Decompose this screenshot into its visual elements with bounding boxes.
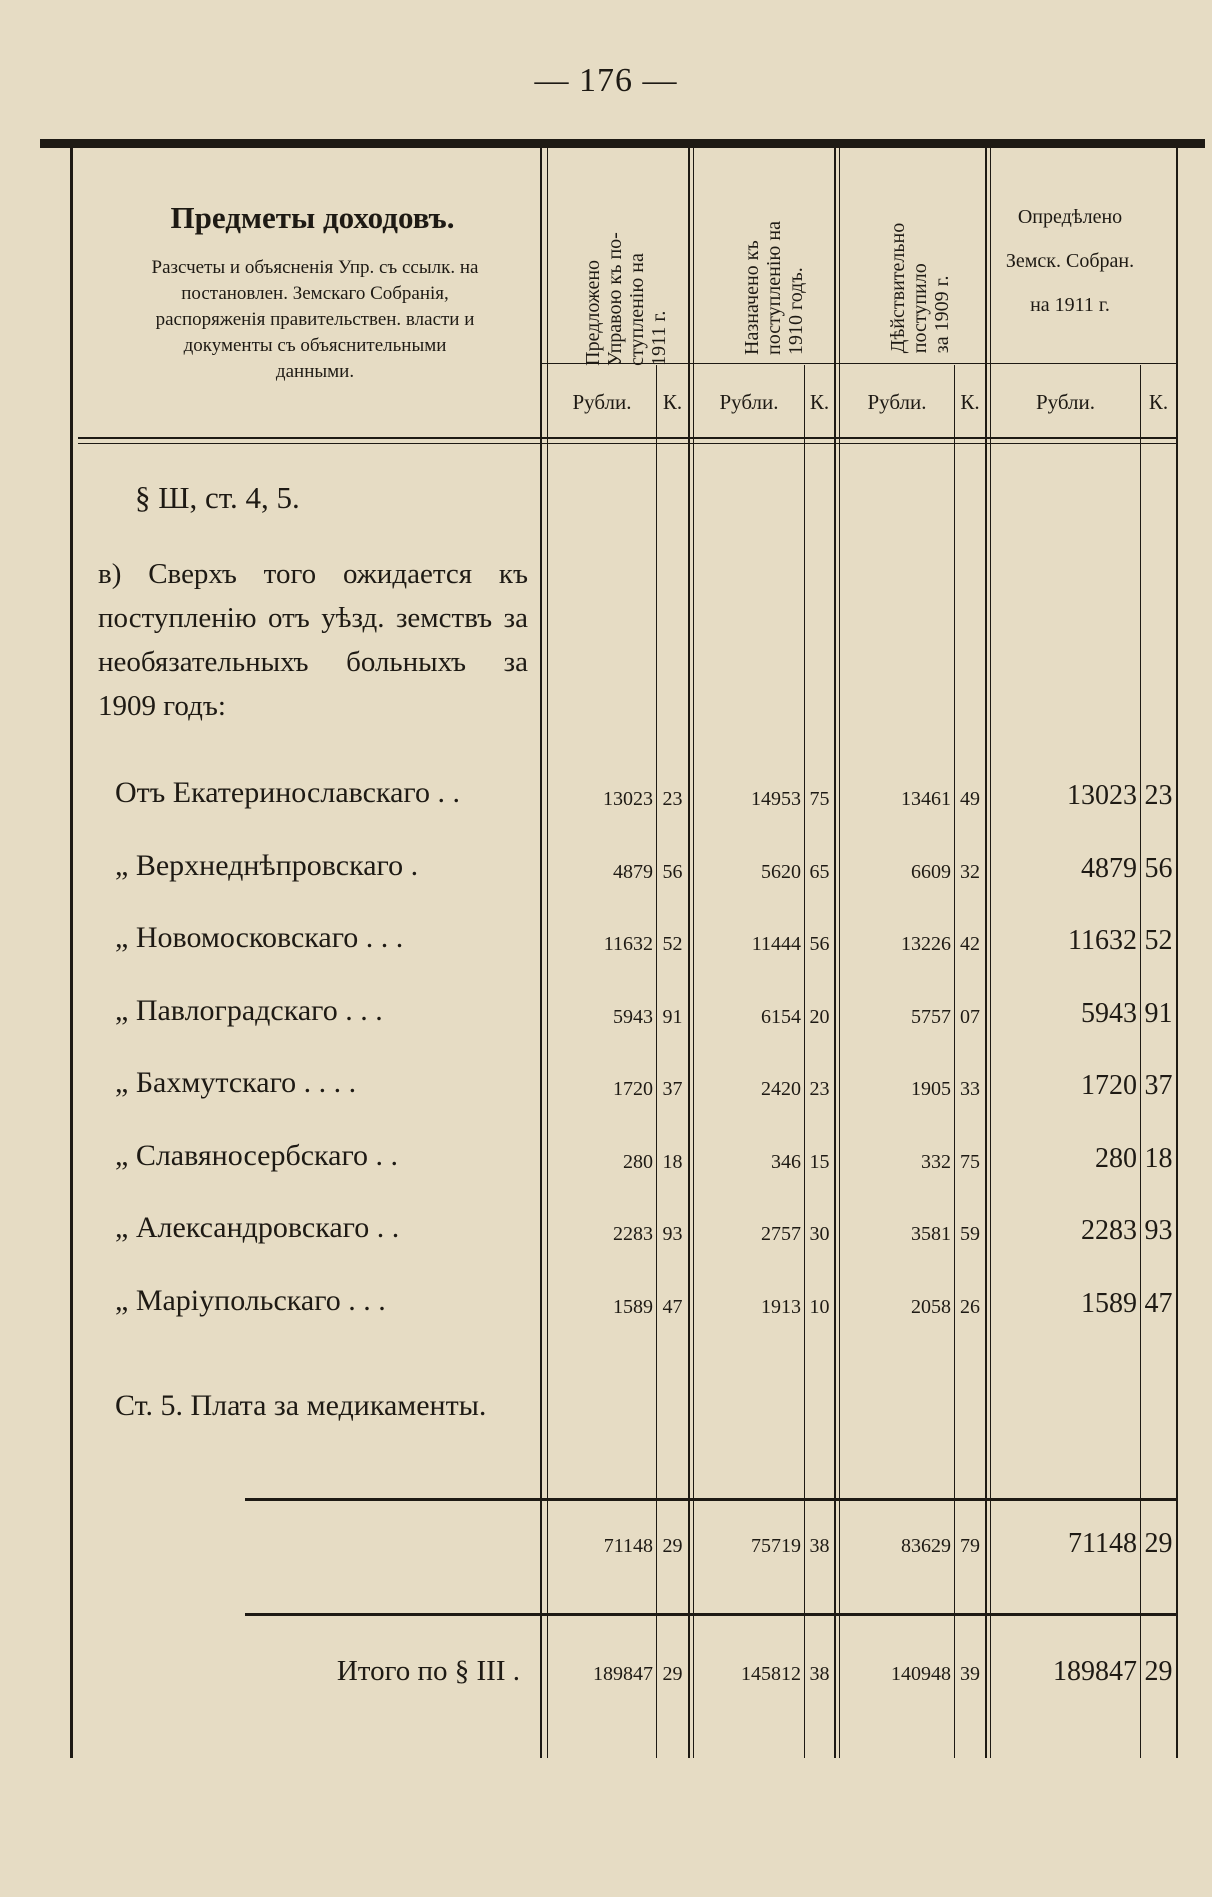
row-value-c1k: 93 [662,1223,683,1245]
grand-total-label: Итого по § III . [336,1655,520,1687]
row-value-c2r: 14953 [751,788,801,810]
row-label: „ Бахмутскаго . . . . [115,1066,357,1099]
col1-unit-rub: Рубли. [572,390,632,414]
col1-header-line: ступленію на [626,253,648,366]
rule-col3-left [834,148,836,1758]
col2-header-line: поступленію на [763,221,785,355]
row-value-c2k: 65 [809,861,830,883]
row-value-c1r: 11632 [603,933,653,955]
header-subtitle: Разсчеты и объясненія Упр. съ ссылк. на постановлен. Земскаго Собранія, распоряженія правительствен. власти и документы съ объяснительными данными. [151,257,479,382]
subtotal-col4-rub: 71148 [1068,1528,1137,1559]
total-col2-rub: 145812 [741,1663,801,1685]
rule-col1-left [540,148,542,1758]
row-value-c2r: 2420 [761,1078,801,1100]
article-5-label: Ст. 5. Плата за медикаменты. [115,1389,487,1422]
row-value-c3k: 32 [960,861,980,883]
rule-col4-left [985,148,987,1758]
subtotal-col3-rub: 83629 [901,1535,951,1557]
row-value-c4r: 2283 [1081,1215,1137,1246]
col3-header-line: поступило [908,263,931,354]
row-value-c1k: 18 [662,1151,683,1173]
row-value-c2k: 75 [809,788,830,810]
row-value-c4r: 5943 [1081,998,1137,1029]
row-value-c2k: 30 [809,1223,830,1245]
col2-header-line: Назначено къ [741,240,763,355]
row-value-c2k: 20 [809,1006,830,1028]
col2-header [694,195,854,355]
col4-unit-rub: Рубли. [1035,390,1096,414]
row-label: „ Павлоградскаго . . . [115,994,383,1027]
rule-subtotal [245,1498,1178,1501]
page-number: — 176 — [534,62,678,99]
col3-header-line: Дѣйствительно [886,222,909,354]
total-col4-rub: 189847 [1053,1656,1137,1687]
col4-header [990,195,1150,327]
row-value-c2k: 10 [809,1296,830,1318]
row-value-c3r: 5757 [911,1006,951,1028]
row-value-c1k: 56 [662,861,683,883]
total-col1-kop: 29 [662,1663,683,1685]
total-col4-kop: 29 [1144,1656,1173,1687]
row-value-c4r: 13023 [1067,780,1137,811]
col1-unit-kop: К. [662,390,683,414]
row-value-c3r: 332 [921,1151,951,1173]
top-rule [40,139,1205,148]
col3-unit-kop: К. [960,390,980,414]
total-col1-rub: 189847 [593,1663,653,1685]
col2-unit-kop: К. [809,390,830,414]
row-value-c1k: 37 [662,1078,683,1100]
row-value-c1r: 1589 [613,1296,653,1318]
row-label: Отъ Екатеринославскаго . . [115,776,460,809]
row-value-c1r: 280 [623,1151,653,1173]
row-value-c2k: 56 [809,933,830,955]
rule-col2-left [688,148,690,1758]
row-value-c3r: 1905 [911,1078,951,1100]
col1-header-line: 1911 г. [648,310,670,366]
row-value-c3r: 6609 [911,861,951,883]
intro-paragraph: в) Сверхъ того ожидается къ поступленію отъ уѣзд. земствъ за необязательныхъ больныхъ за 1909 годъ: [98,558,528,722]
row-value-c2r: 346 [771,1151,801,1173]
row-value-c3k: 75 [960,1151,980,1173]
col4-unit-kop: К. [1148,390,1169,414]
row-value-c4k: 37 [1144,1070,1173,1101]
subtotal-col2-rub: 75719 [751,1535,801,1557]
row-value-c1r: 1720 [613,1078,653,1100]
row-value-c1r: 2283 [613,1223,653,1245]
col2-unit-rub: Рубли. [719,390,779,414]
row-value-c4r: 11632 [1068,925,1137,956]
row-label: „ Маріупольскаго . . . [115,1284,386,1317]
row-value-c4k: 93 [1144,1215,1173,1246]
row-value-c1r: 4879 [613,861,653,883]
rule-right [1176,148,1178,1758]
col3-unit-rub: Рубли. [867,390,927,414]
row-label: „ Славяносербскаго . . [115,1139,399,1172]
col3-header-line: за 1909 г. [930,275,953,354]
row-value-c4r: 4879 [1081,853,1137,884]
row-value-c2r: 1913 [761,1296,801,1318]
row-label: „ Новомосковскаго . . . [115,921,404,954]
rule-header-bottom [78,437,1178,439]
row-value-c3k: 26 [960,1296,980,1318]
row-value-c1k: 47 [662,1296,683,1318]
row-value-c3k: 49 [960,788,980,810]
total-col2-kop: 38 [809,1663,830,1685]
row-value-c4r: 1589 [1081,1288,1137,1319]
row-value-c1k: 91 [662,1006,683,1028]
row-label: „ Александровскаго . . [115,1211,400,1244]
rule-left [70,148,73,1758]
subtotal-col1-kop: 29 [662,1535,683,1557]
subtotal-col2-kop: 38 [809,1535,830,1557]
row-value-c3k: 42 [960,933,980,955]
row-value-c4k: 18 [1144,1143,1173,1174]
row-value-c1k: 23 [662,788,683,810]
row-value-c4k: 23 [1144,780,1173,811]
row-value-c4k: 47 [1144,1288,1173,1319]
section-heading: § Ш, ст. 4, 5. [135,480,300,515]
row-value-c4k: 56 [1144,853,1173,884]
subtotal-col1-rub: 71148 [603,1535,653,1557]
row-value-c2r: 11444 [751,933,801,955]
row-value-c2k: 23 [809,1078,830,1100]
subtotal-col3-kop: 79 [960,1535,980,1557]
row-value-c3r: 13226 [901,933,951,955]
total-col3-rub: 140948 [891,1663,951,1685]
col4-header-line: Земск. Собран. [1005,250,1135,272]
row-label: „ Верхнеднѣпровскаго . [115,849,419,882]
row-value-c4r: 280 [1095,1143,1137,1174]
row-value-c2r: 2757 [761,1223,801,1245]
row-value-c2r: 6154 [761,1006,801,1028]
row-value-c3k: 07 [960,1006,980,1028]
row-value-c3k: 33 [960,1078,980,1100]
col4-header-line: Опредѣлено [1017,206,1123,228]
rule-total [245,1613,1178,1616]
rule-header-bottom-b [78,443,1178,444]
col2-header-line: 1910 годъ. [785,267,807,355]
col1-header [546,195,706,366]
row-value-c3r: 13461 [901,788,951,810]
header-title: Предметы доходовъ. [170,200,455,235]
total-col3-kop: 39 [960,1663,980,1685]
col4-header-line: на 1911 г. [1030,294,1110,316]
row-value-c3r: 3581 [911,1223,951,1245]
row-value-c4k: 52 [1144,925,1173,956]
row-value-c1r: 13023 [603,788,653,810]
row-value-c1r: 5943 [613,1006,653,1028]
row-value-c3r: 2058 [911,1296,951,1318]
col1-header-line: Управою къ по- [604,232,626,366]
row-value-c2r: 5620 [761,861,801,883]
col1-header-line: Предложено [582,259,604,366]
subtotal-col4-kop: 29 [1144,1528,1173,1559]
col3-header [840,195,1000,354]
row-value-c1k: 52 [662,933,683,955]
row-value-c2k: 15 [809,1151,830,1173]
row-value-c4r: 1720 [1081,1070,1137,1101]
row-value-c3k: 59 [960,1223,980,1245]
row-value-c4k: 91 [1144,998,1173,1029]
